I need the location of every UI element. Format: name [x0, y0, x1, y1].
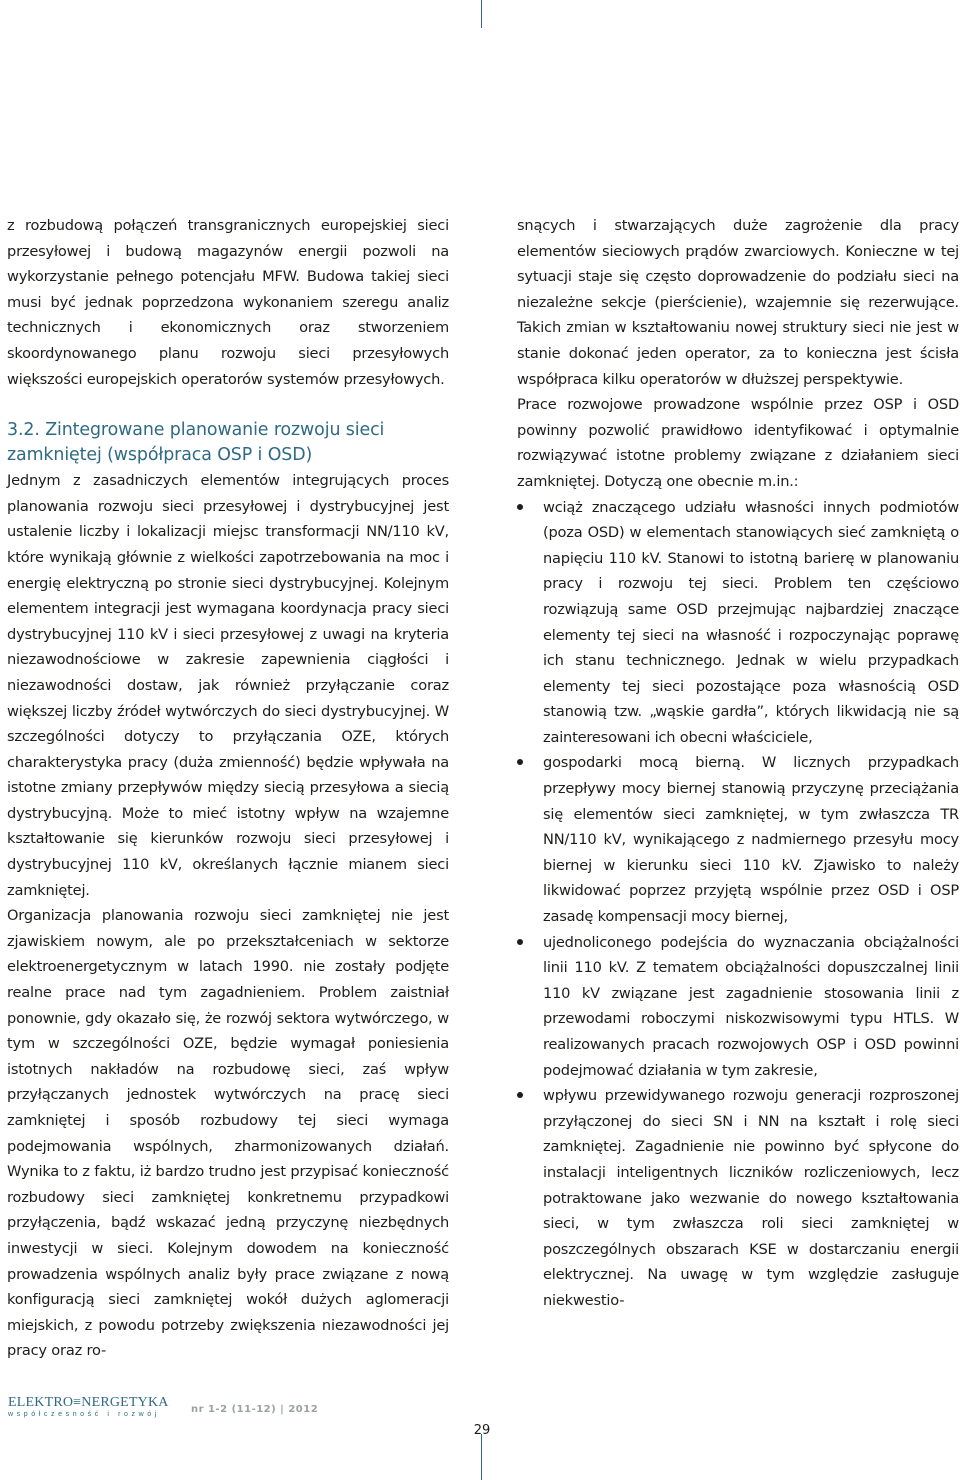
- body-paragraph: Jednym z zasadniczych elementów integrujących proces planowania rozwoju sieci przesyłowej i dystrybucyjnej jest ustalenie liczby i lokalizacji miejsc transformacji NN/110 kV, które wynikają głównie z wielkości zapotrzebowania na moc i energię elektryczną po stronie sieci dystrybucyjnej. Kolejnym elementem integracji jest wymagana koordynacja pracy sieci dystrybucyjnej 110 kV i sieci przesyłowej z uwagi na kryteria niezawodnościowe w zakresie zapewnienia ciągłości i niezawodności dostaw, jak również przyłączanie coraz większej liczby źródeł wytwórczych do sieci dystrybucyjnej. W szczególności dotyczy to przyłączania OZE, których charakterystyka pracy (duża zmienność) będzie wpływała na istotne zmiany przepływów między siecią przesyłowa a siecią dystrybucyjną. Może to mieć istotny wpływ na wzajemne kształtowanie się kierunków rozwoju sieci przesyłowej i dystrybucyjnej 110 kV, określanych łącznie mianem sieci zamkniętej.: [7, 472, 449, 899]
- list-item: [517, 1083, 959, 1313]
- body-paragraph: Prace rozwojowe prowadzone wspólnie przez OSP i OSD powinny pozwolić prawidłowo identyfikować i optymalnie rozwiązywać istotne problemy związane z działaniem sieci zamkniętej. Dotyczą one obecnie m.in.:: [517, 396, 959, 490]
- top-divider-line: [481, 0, 482, 28]
- bullet-list: [517, 495, 959, 1314]
- body-paragraph: snących i stwarzających duże zagrożenie dla pracy elementów sieciowych prądów zwarciowych. Konieczne w tej sytuacji staje się często doprowadzenie do podziału sieci na niezależne sekcje (pierścienie), wzajemnie się rezerwujące. Takich zmian w kształtowaniu nowej struktury sieci nie jest w stanie dokonać jeden operator, za to konieczna jest ścisła współpraca kilku operatorów w dłuższej perspektywie.: [517, 217, 959, 388]
- right-column: [517, 213, 959, 1314]
- left-column: [7, 213, 449, 1364]
- list-item-text: wpływu przewidywanego rozwoju generacji rozproszonej przyłączonej do sieci SN i NN na kształt i rolę sieci zamkniętej. Zagadnienie nie powinno być spłycone do instalacji inteligentnych liczników rozliczeniowych, lecz potraktowane jako wezwanie do nowego kształtowania sieci, w tym zwłaszcza roli sieci zamkniętej w poszczególnych obszarach KSE w dostarczaniu energii elektrycznej. Na uwagę w tym względzie zasługuje niekwestio-: [543, 1087, 959, 1309]
- list-item-text: gospodarki mocą bierną. W licznych przypadkach przepływy mocy biernej stanowią przyczynę przeciążania się elementów sieci zamkniętej, w tym zwłaszcza TR NN/110 kV, wynikającego z nadmiernego przesyłu mocy biernej w kierunku sieci 110 kV. Zjawisko to należy likwidować poprzez przyjętą wspólnie przez OSD i OSP zasadę kompensacji mocy biernej,: [543, 754, 959, 926]
- list-item-text: wciąż znaczącego udziału własności innych podmiotów (poza OSD) w elementach stanowiących sieć zamkniętą o napięciu 110 kV. Stanowi to istotną barierę w planowaniu pracy i rozwoju tej sieci. Problem ten częściowo rozwiązują same OSD przejmując najbardziej znaczące elementy tej sieci na własność i rozpoczynając poprawę ich stanu technicznego. Jednak w wielu przypadkach elementy tej sieci pozostające poza własnością OSD stanowią tzw. „wąskie gardła”, których likwidacją nie są zainteresowani ich obecni właściciele,: [543, 498, 959, 746]
- bullet-icon: [517, 504, 523, 510]
- intro-paragraph: z rozbudową połączeń transgranicznych europejskiej sieci przesyłowej i budową magazynów energii pozwoli na wykorzystanie pełnego potencjału MFW. Budowa takiej sieci musi być jednak poprzedzona wykonaniem szeregu analiz technicznych i ekonomicznych oraz stworzeniem skoordynowanego planu rozwoju sieci przesyłowych większości europejskich operatorów systemów przesyłowych.: [7, 217, 449, 388]
- page-number: 29: [473, 1423, 491, 1438]
- list-item: [517, 495, 959, 751]
- bullet-icon: [517, 939, 523, 945]
- issue-label: nr 1-2 (11-12) | 2012: [191, 1404, 319, 1415]
- list-item-text: ujednoliconego podejścia do wyznaczania obciążalności linii 110 kV. Z tematem obciążalności dopuszczalnej linii 110 kV związane jest zagadnienie stosowania linii z przewodami roboczymi niskozwisowymi typu HTLS. W realizowanych pracach rozwojowych OSP i OSD powinni podejmować działania w tym zakresie,: [543, 933, 959, 1079]
- body-paragraph: Organizacja planowania rozwoju sieci zamkniętej nie jest zjawiskiem nowym, ale po przekształceniach w sektorze elektroenergetycznym w latach 1990. nie zostały podjęte realne prace nad tym zagadnieniem. Problem zaistniał ponownie, gdy okazało się, że rozwój sektora wytwórczego, w tym w szczególności OZE, będzie wymagał poniesienia istotnych nakładów na rozbudowę sieci, zaś wpływ przyłączanych jednostek wytwórczych na pracę sieci zamkniętej i sposób rozbudowy tej sieci wymaga podejmowania wspólnych, zharmonizowanych działań. Wynika to z faktu, iż bardzo trudno jest przypisać konieczność rozbudowy sieci zamkniętej konkretnemu przypadkowi przyłączenia, bądź wskazać jedną przyczynę niezbędnych inwestycji w sieci. Kolejnym dowodem na konieczność prowadzenia wspólnych analiz były prace związane z nową konfiguracją sieci zamkniętej wokół dużych aglomeracji miejskich, z powodu potrzeby zwiększenia niezawodności jej pracy oraz ro-: [7, 907, 449, 1360]
- list-item: [517, 750, 959, 929]
- bullet-icon: [517, 1092, 523, 1098]
- logo-tagline: współczesność i rozwój: [8, 1411, 160, 1418]
- publication-logo: [8, 1396, 188, 1420]
- bottom-divider-line: [481, 1434, 482, 1480]
- bullet-icon: [517, 759, 523, 765]
- list-item: [517, 930, 959, 1084]
- section-heading: 3.2. Zintegrowane planowanie rozwoju sieci zamkniętej (współpraca OSP i OSD): [7, 420, 385, 466]
- logo-wordmark: ELEKTRO≡NERGETYKA: [8, 1395, 169, 1410]
